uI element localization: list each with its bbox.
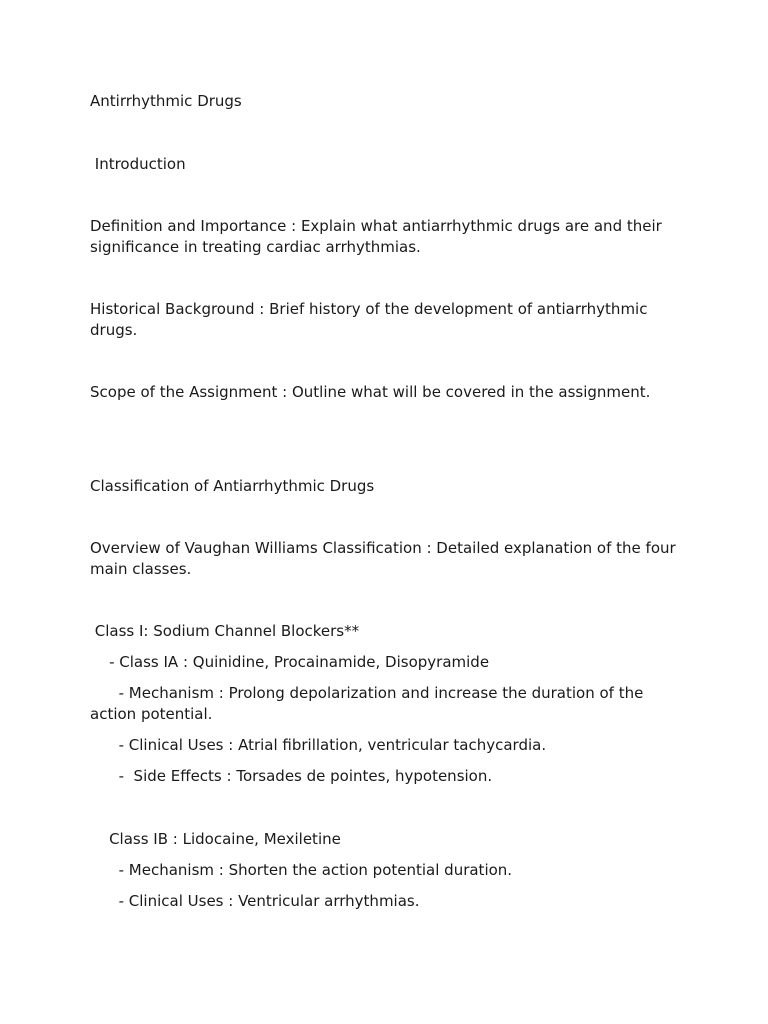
document-title: Antirrhythmic Drugs (90, 92, 242, 110)
class-ia-mechanism: - Mechanism : Prolong depolarization and increase the duration of the action potential. (90, 684, 649, 723)
historical-paragraph: Historical Background : Brief history of the development of antiarrhythmic drugs. (90, 300, 653, 339)
class-ib-mechanism: - Mechanism : Shorten the action potential duration. (90, 861, 513, 879)
class-ia-side-effects: - Side Effects : Torsades de pointes, hypotension. (90, 767, 493, 785)
class-ib-clinical-uses: - Clinical Uses : Ventricular arrhythmias. (90, 892, 420, 910)
class-ia-clinical-uses: - Clinical Uses : Atrial fibrillation, ventricular tachycardia. (90, 736, 547, 754)
classification-heading: Classification of Antiarrhythmic Drugs (90, 477, 375, 495)
class-ia-item: - Class IA : Quinidine, Procainamide, Disopyramide (90, 653, 490, 671)
class-i-heading: Class I: Sodium Channel Blockers** (90, 622, 360, 640)
class-ib-item: Class IB : Lidocaine, Mexiletine (90, 830, 341, 848)
definition-paragraph: Definition and Importance : Explain what antiarrhythmic drugs are and their significance in treating cardiac arrhythmias. (90, 217, 667, 256)
scope-paragraph: Scope of the Assignment : Outline what will be covered in the assignment. (90, 383, 651, 401)
overview-paragraph: Overview of Vaughan Williams Classification : Detailed explanation of the four main classes. (90, 539, 681, 578)
introduction-heading: Introduction (90, 155, 186, 173)
